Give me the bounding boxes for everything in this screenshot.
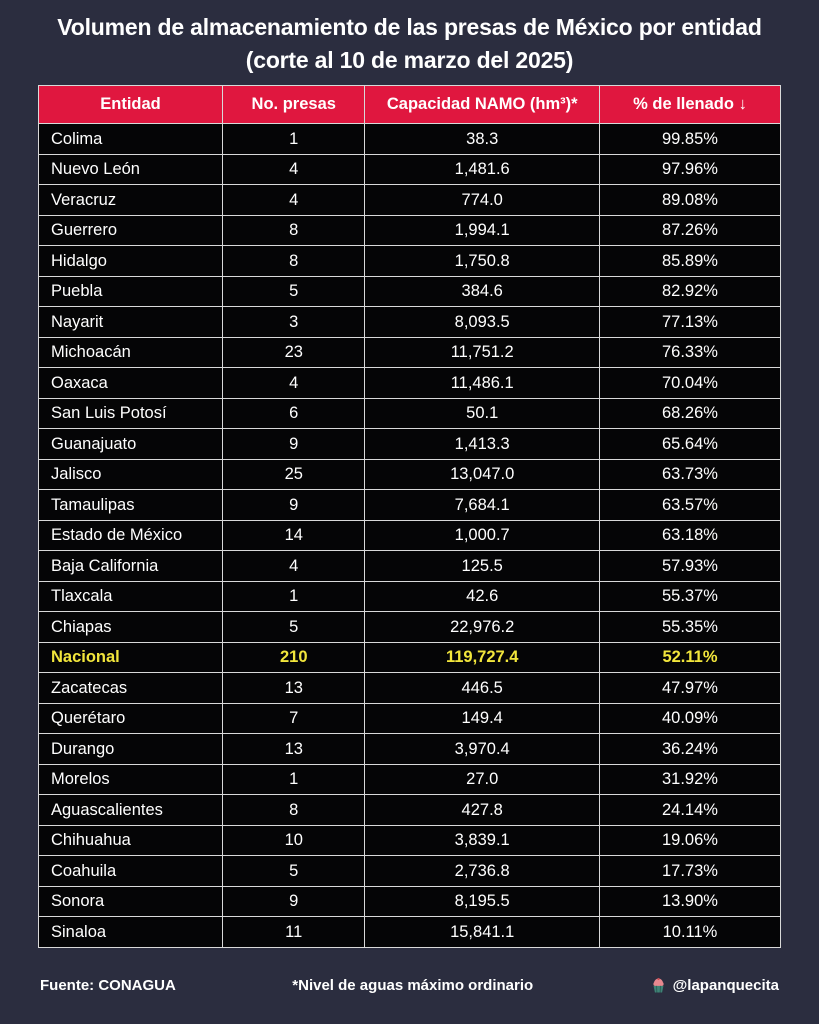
table-row — [39, 520, 781, 551]
cell-entidad: Veracruz — [39, 185, 223, 216]
cell-llenado: 63.73% — [599, 459, 780, 490]
title-year: 2025 — [515, 46, 566, 73]
cell-no-presas: 25 — [223, 459, 365, 490]
table-row — [39, 856, 781, 887]
cell-llenado: 87.26% — [599, 215, 780, 246]
cell-no-presas: 5 — [223, 612, 365, 643]
cell-capacidad: 1,481.6 — [365, 154, 599, 185]
cell-entidad: Nuevo León — [39, 154, 223, 185]
column-header-no-presas: No. presas — [223, 86, 365, 124]
title-line2-prefix: (corte al 10 de marzo del — [245, 46, 516, 73]
cell-llenado: 31.92% — [599, 764, 780, 795]
cell-llenado: 82.92% — [599, 276, 780, 307]
cell-no-presas: 1 — [223, 124, 365, 155]
cell-capacidad: 8,093.5 — [365, 307, 599, 338]
cell-capacidad: 446.5 — [365, 673, 599, 704]
cell-no-presas: 5 — [223, 856, 365, 887]
cell-capacidad: 384.6 — [365, 276, 599, 307]
cell-llenado: 19.06% — [599, 825, 780, 856]
table-row — [39, 124, 781, 155]
cell-entidad: Oaxaca — [39, 368, 223, 399]
cell-no-presas: 8 — [223, 215, 365, 246]
table-row — [39, 612, 781, 643]
column-header-llenado-label: % de llenado — [633, 95, 734, 114]
table-row — [39, 886, 781, 917]
cell-entidad: Puebla — [39, 276, 223, 307]
cell-capacidad: 50.1 — [365, 398, 599, 429]
cell-capacidad: 1,000.7 — [365, 520, 599, 551]
cell-entidad: Nayarit — [39, 307, 223, 338]
cell-no-presas: 4 — [223, 185, 365, 216]
cell-capacidad: 13,047.0 — [365, 459, 599, 490]
footnote-namo: *Nivel de aguas máximo ordinario — [292, 977, 534, 995]
page-title — [0, 0, 819, 76]
cell-capacidad: 774.0 — [365, 185, 599, 216]
cell-capacidad: 38.3 — [365, 124, 599, 155]
cell-no-presas: 4 — [223, 368, 365, 399]
table-row — [39, 490, 781, 521]
cell-capacidad: 3,970.4 — [365, 734, 599, 765]
cell-capacidad: 7,684.1 — [365, 490, 599, 521]
column-header-entidad: Entidad — [39, 86, 223, 124]
cell-no-presas: 9 — [223, 886, 365, 917]
cell-entidad: Baja California — [39, 551, 223, 582]
cell-entidad: Jalisco — [39, 459, 223, 490]
cell-capacidad: 1,413.3 — [365, 429, 599, 460]
cell-capacidad: 11,751.2 — [365, 337, 599, 368]
cell-llenado: 85.89% — [599, 246, 780, 277]
cell-no-presas: 8 — [223, 795, 365, 826]
cell-entidad: Nacional — [39, 642, 223, 673]
source-label: Fuente: CONAGUA — [40, 977, 176, 995]
cell-entidad: Querétaro — [39, 703, 223, 734]
table-row — [39, 551, 781, 582]
cell-llenado: 68.26% — [599, 398, 780, 429]
cell-entidad: Chihuahua — [39, 825, 223, 856]
cupcake-icon — [650, 977, 667, 994]
table-row — [39, 429, 781, 460]
cell-llenado: 63.18% — [599, 520, 780, 551]
table-row — [39, 398, 781, 429]
cell-no-presas: 11 — [223, 917, 365, 948]
cell-capacidad: 8,195.5 — [365, 886, 599, 917]
cell-capacidad: 3,839.1 — [365, 825, 599, 856]
cell-llenado: 55.37% — [599, 581, 780, 612]
cell-no-presas: 13 — [223, 673, 365, 704]
title-line-2 — [0, 44, 819, 77]
table-row — [39, 307, 781, 338]
cell-llenado: 55.35% — [599, 612, 780, 643]
cell-llenado: 77.13% — [599, 307, 780, 338]
table-header-row — [39, 86, 781, 124]
table-body — [39, 124, 781, 948]
table-row — [39, 185, 781, 216]
table-row — [39, 764, 781, 795]
table-row — [39, 795, 781, 826]
table-row — [39, 459, 781, 490]
cell-entidad: Hidalgo — [39, 246, 223, 277]
author-handle: @lapanquecita — [672, 977, 779, 995]
table-row — [39, 581, 781, 612]
table-row — [39, 276, 781, 307]
cell-llenado: 52.11% — [599, 642, 780, 673]
footer — [40, 948, 779, 1024]
author-credit — [650, 977, 779, 994]
cell-llenado: 10.11% — [599, 917, 780, 948]
title-line2-suffix: ) — [565, 46, 574, 73]
cell-no-presas: 13 — [223, 734, 365, 765]
column-header-capacidad-namo: Capacidad NAMO (hm³)* — [365, 86, 599, 124]
cell-llenado: 24.14% — [599, 795, 780, 826]
cell-no-presas: 210 — [223, 642, 365, 673]
cell-entidad: Zacatecas — [39, 673, 223, 704]
cell-capacidad: 119,727.4 — [365, 642, 599, 673]
table-row — [39, 246, 781, 277]
cell-no-presas: 4 — [223, 154, 365, 185]
cell-capacidad: 149.4 — [365, 703, 599, 734]
column-header-llenado — [599, 86, 780, 124]
cell-llenado: 65.64% — [599, 429, 780, 460]
cell-capacidad: 427.8 — [365, 795, 599, 826]
cell-llenado: 47.97% — [599, 673, 780, 704]
table-row — [39, 337, 781, 368]
cell-llenado: 89.08% — [599, 185, 780, 216]
cell-no-presas: 6 — [223, 398, 365, 429]
cell-llenado: 76.33% — [599, 337, 780, 368]
cell-llenado: 57.93% — [599, 551, 780, 582]
cell-entidad: Sonora — [39, 886, 223, 917]
table-row — [39, 154, 781, 185]
table-row — [39, 368, 781, 399]
cell-capacidad: 22,976.2 — [365, 612, 599, 643]
title-line-1: Volumen de almacenamiento de las presas de México por entidad — [57, 14, 762, 40]
table-row — [39, 673, 781, 704]
cell-no-presas: 14 — [223, 520, 365, 551]
cell-llenado: 40.09% — [599, 703, 780, 734]
cell-llenado: 70.04% — [599, 368, 780, 399]
cell-entidad: Tlaxcala — [39, 581, 223, 612]
cell-no-presas: 1 — [223, 764, 365, 795]
cell-entidad: Coahuila — [39, 856, 223, 887]
cell-no-presas: 8 — [223, 246, 365, 277]
cell-entidad: Guanajuato — [39, 429, 223, 460]
cell-capacidad: 15,841.1 — [365, 917, 599, 948]
cell-no-presas: 10 — [223, 825, 365, 856]
cell-capacidad: 1,750.8 — [365, 246, 599, 277]
cell-no-presas: 23 — [223, 337, 365, 368]
cell-no-presas: 7 — [223, 703, 365, 734]
cell-entidad: Morelos — [39, 764, 223, 795]
cell-capacidad: 2,736.8 — [365, 856, 599, 887]
cell-no-presas: 4 — [223, 551, 365, 582]
cell-llenado: 17.73% — [599, 856, 780, 887]
cell-entidad: San Luis Potosí — [39, 398, 223, 429]
cell-entidad: Aguascalientes — [39, 795, 223, 826]
cell-capacidad: 42.6 — [365, 581, 599, 612]
cell-entidad: Tamaulipas — [39, 490, 223, 521]
cell-entidad: Estado de México — [39, 520, 223, 551]
cell-no-presas: 5 — [223, 276, 365, 307]
cell-entidad: Chiapas — [39, 612, 223, 643]
table-row — [39, 917, 781, 948]
cell-no-presas: 9 — [223, 429, 365, 460]
cell-capacidad: 27.0 — [365, 764, 599, 795]
cell-llenado: 99.85% — [599, 124, 780, 155]
cell-no-presas: 9 — [223, 490, 365, 521]
cell-entidad: Colima — [39, 124, 223, 155]
cell-entidad: Sinaloa — [39, 917, 223, 948]
dams-storage-table — [38, 85, 781, 948]
cell-llenado: 13.90% — [599, 886, 780, 917]
cell-llenado: 97.96% — [599, 154, 780, 185]
table-row — [39, 215, 781, 246]
cell-no-presas: 3 — [223, 307, 365, 338]
sort-descending-icon: ↓ — [738, 95, 747, 114]
table-row — [39, 703, 781, 734]
cell-capacidad: 11,486.1 — [365, 368, 599, 399]
table-row — [39, 642, 781, 673]
cell-capacidad: 1,994.1 — [365, 215, 599, 246]
cell-no-presas: 1 — [223, 581, 365, 612]
cell-capacidad: 125.5 — [365, 551, 599, 582]
table-row — [39, 734, 781, 765]
cell-entidad: Guerrero — [39, 215, 223, 246]
table-row — [39, 825, 781, 856]
cell-llenado: 36.24% — [599, 734, 780, 765]
cell-entidad: Michoacán — [39, 337, 223, 368]
cell-llenado: 63.57% — [599, 490, 780, 521]
cell-entidad: Durango — [39, 734, 223, 765]
